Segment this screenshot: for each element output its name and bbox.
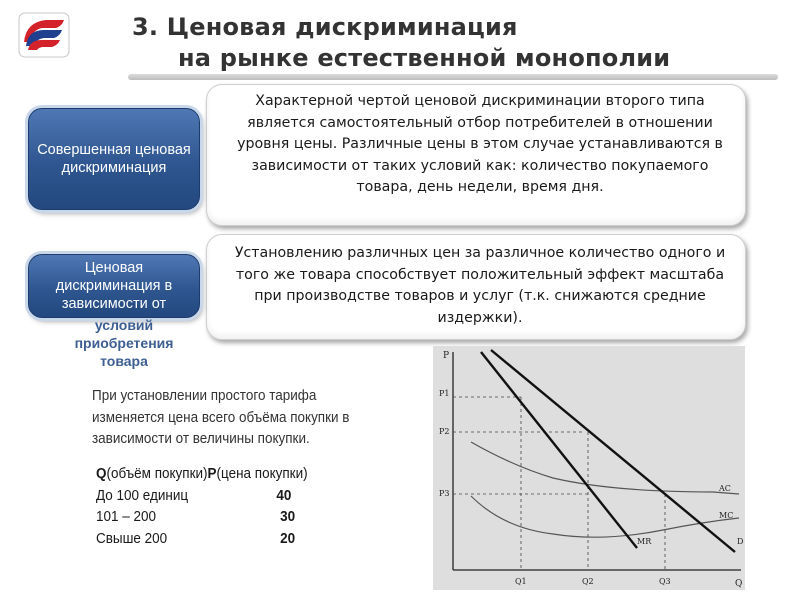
perfect-discrimination-label: Совершенная ценовая дискриминация bbox=[37, 142, 191, 176]
header-q-desc: (объём покупки) bbox=[106, 466, 208, 482]
tick-p1: P1 bbox=[439, 389, 450, 398]
simple-tariff-text bbox=[92, 386, 349, 451]
simple-tariff-line: При установлении простого тарифа bbox=[92, 388, 317, 404]
conditional-line-1: Ценовая bbox=[84, 260, 144, 276]
row-price: 30 bbox=[280, 509, 296, 525]
header-q: Q bbox=[96, 466, 107, 482]
table-row bbox=[96, 529, 308, 551]
price-table bbox=[96, 464, 308, 550]
label-mc: MC bbox=[719, 511, 734, 520]
tick-q2: Q2 bbox=[582, 577, 594, 586]
conditional-discrimination-pill bbox=[28, 254, 200, 318]
tick-q1: Q1 bbox=[515, 577, 527, 586]
page-title bbox=[132, 12, 670, 74]
label-d: D bbox=[737, 537, 744, 546]
title-line-2: на рынке естественной монополии bbox=[178, 44, 671, 72]
perfect-discrimination-pill bbox=[28, 108, 200, 210]
second-type-text: Характерной чертой ценовой дискриминации второго типа является самостоятельный отбор потребителей в отношении уровня цены. Различные цены в этом случае устанавливаются в зависимости от таких условий как: количество покупаемого товара, день недели, время дня. bbox=[237, 93, 723, 195]
title-line-1: 3. Ценовая дискриминация bbox=[132, 13, 518, 41]
row-quantity: Свыше 200 bbox=[96, 530, 168, 547]
table-row bbox=[96, 507, 308, 529]
price-table-header bbox=[96, 464, 308, 486]
tick-p2: P2 bbox=[439, 427, 450, 436]
x-axis-label: Q bbox=[735, 579, 743, 589]
simple-tariff-line: зависимости от величины покупки. bbox=[92, 431, 310, 447]
row-price: 40 bbox=[276, 487, 292, 504]
tick-p3: P3 bbox=[439, 489, 450, 498]
label-ac: AC bbox=[719, 484, 731, 493]
row-quantity: До 100 единиц bbox=[96, 487, 189, 504]
conditional-overflow-text: условий приобретения товара bbox=[74, 317, 174, 369]
row-price: 20 bbox=[280, 530, 296, 547]
header-p: P bbox=[207, 466, 217, 482]
simple-tariff-line: изменяется цена всего объёма покупки в bbox=[92, 409, 350, 426]
tick-q3: Q3 bbox=[659, 577, 671, 586]
conditional-line-3: зависимости от bbox=[61, 296, 167, 312]
header-p-desc: (цена покупки) bbox=[216, 466, 308, 482]
label-mr: MR bbox=[637, 537, 652, 546]
second-type-discrimination-box bbox=[206, 84, 746, 226]
monopoly-price-graph bbox=[433, 346, 745, 590]
title-divider bbox=[128, 74, 778, 80]
conditional-line-2: дискриминация в bbox=[55, 278, 173, 294]
tricolor-stripes-logo bbox=[18, 12, 70, 58]
economies-of-scale-text: Установлению различных цен за различное количество одного и того же товара способствует положительный эффект масштаба при производстве товаров и услуг (т.к. снижаются средние издержки). bbox=[234, 245, 726, 326]
row-quantity: 101 – 200 bbox=[96, 509, 156, 525]
y-axis-label: P bbox=[443, 351, 450, 361]
economies-of-scale-box bbox=[206, 234, 746, 340]
table-row bbox=[96, 486, 308, 508]
